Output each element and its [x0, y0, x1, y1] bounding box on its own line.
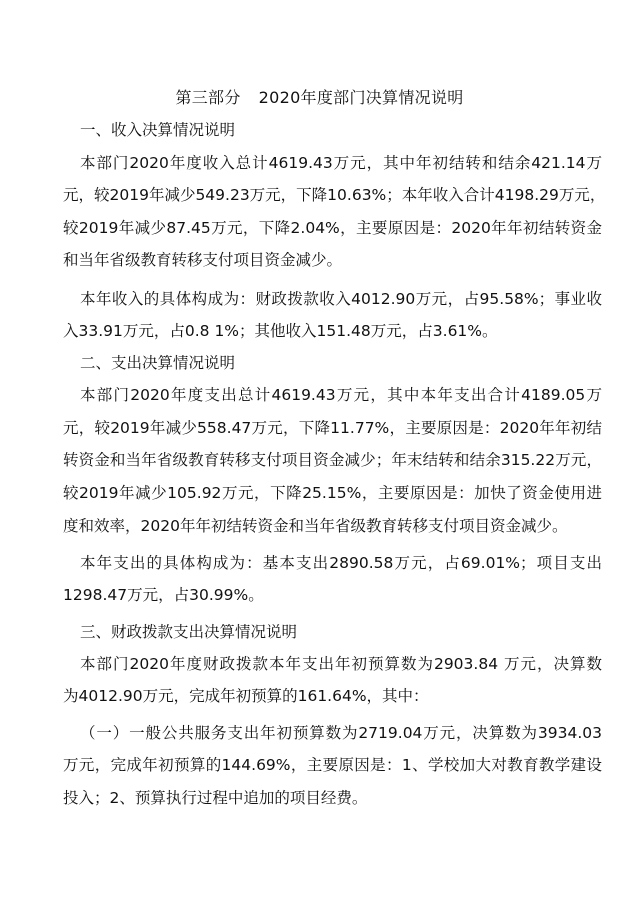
paragraph-line: 较2019年减少87.45万元，下降2.04%，主要原因是：2020年年初结转资金 [63, 219, 602, 237]
paragraph-line: 本部门2020年度支出总计4619.43万元，其中本年支出合计4189.05万 [80, 386, 602, 404]
paragraph-line: 度和效率，2020年年初结转资金和当年省级教育转移支付项目资金减少。 [63, 517, 568, 535]
section-heading-income: 一、收入决算情况说明 [80, 121, 236, 139]
paragraph-line: 元，较2019年减少558.47万元，下降11.77%，主要原因是：2020年年初结 [63, 419, 602, 437]
section-heading-expenditure: 二、支出决算情况说明 [80, 354, 236, 372]
paragraph-line: 本部门2020年度财政拨款本年支出年初预算数为2903.84 万元，决算数 [80, 655, 602, 673]
paragraph-line: 本年支出的具体构成为：基本支出2890.58万元，占69.01%；项目支出 [80, 554, 602, 572]
paragraph-line: 较2019年减少105.92万元，下降25.15%，主要原因是：加快了资金使用进 [63, 484, 602, 502]
paragraph-line: （一）一般公共服务支出年初预算数为2719.04万元，决算数为3934.03 [80, 724, 602, 742]
title-main: 2020年度部门决算情况说明 [258, 88, 464, 107]
paragraph-line: 入33.91万元，占0.8 1%；其他收入151.48万元，占3.61%。 [63, 322, 498, 340]
paragraph-line: 和当年省级教育转移支付项目资金减少。 [63, 251, 343, 269]
paragraph-line: 1298.47万元，占30.99%。 [63, 586, 264, 604]
paragraph-line: 转资金和当年省级教育转移支付项目资金减少；年末结转和结余315.22万元， [63, 451, 602, 469]
paragraph-line: 投入；2、预算执行过程中追加的项目经费。 [63, 789, 368, 807]
page-title [0, 86, 639, 110]
paragraph-line: 本部门2020年度收入总计4619.43万元，其中年初结转和结余421.14万 [80, 154, 602, 172]
paragraph-line: 为4012.90万元，完成年初预算的161.64%，其中： [63, 687, 429, 705]
paragraph-line: 万元，完成年初预算的144.69%，主要原因是：1、学校加大对教育教学建设 [63, 756, 602, 774]
paragraph-line: 元，较2019年减少549.23万元，下降10.63%；本年收入合计4198.29万元， [63, 186, 606, 204]
paragraph-line: 本年收入的具体构成为：财政拨款收入4012.90万元，占95.58%；事业收 [80, 290, 602, 308]
title-part: 第三部分 [175, 88, 241, 107]
section-heading-fiscal: 三、财政拨款支出决算情况说明 [80, 623, 298, 641]
